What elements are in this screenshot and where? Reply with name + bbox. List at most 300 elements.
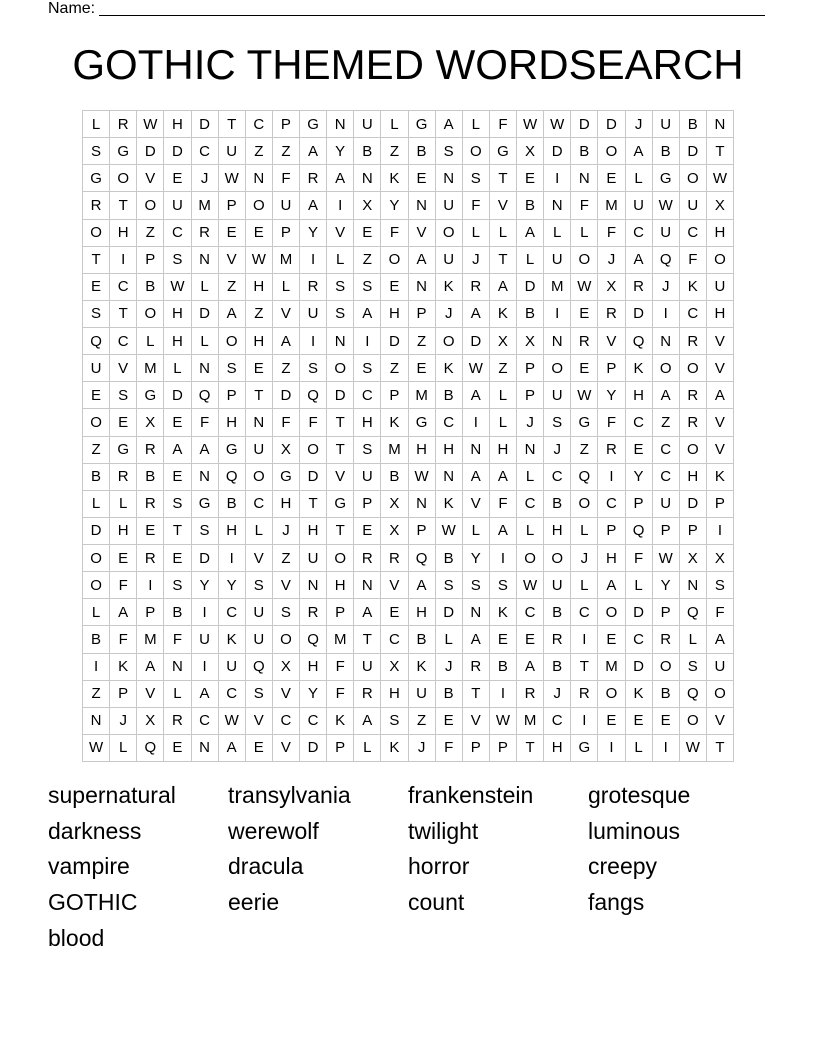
grid-cell[interactable]: Y (598, 382, 625, 409)
grid-cell[interactable]: U (246, 599, 273, 626)
grid-cell[interactable]: D (436, 599, 463, 626)
grid-cell[interactable]: G (327, 491, 354, 518)
grid-cell[interactable]: K (707, 464, 734, 491)
grid-cell[interactable]: Q (653, 247, 680, 274)
grid-cell[interactable]: Q (626, 328, 653, 355)
grid-cell[interactable]: Q (246, 654, 273, 681)
grid-cell[interactable]: L (490, 409, 517, 436)
grid-cell[interactable]: D (626, 301, 653, 328)
grid-cell[interactable]: E (110, 409, 137, 436)
grid-cell[interactable]: C (246, 491, 273, 518)
grid-cell[interactable]: V (463, 708, 490, 735)
grid-cell[interactable]: P (327, 599, 354, 626)
grid-cell[interactable]: Z (490, 355, 517, 382)
grid-cell[interactable]: H (381, 301, 408, 328)
grid-cell[interactable]: H (626, 382, 653, 409)
grid-cell[interactable]: M (598, 192, 625, 219)
grid-cell[interactable]: N (246, 409, 273, 436)
grid-cell[interactable]: A (463, 301, 490, 328)
grid-cell[interactable]: H (409, 437, 436, 464)
grid-cell[interactable]: E (110, 545, 137, 572)
grid-cell[interactable]: Y (653, 572, 680, 599)
grid-cell[interactable]: U (436, 247, 463, 274)
grid-cell[interactable]: T (517, 735, 544, 762)
grid-cell[interactable]: T (110, 301, 137, 328)
grid-cell[interactable]: V (381, 572, 408, 599)
grid-cell[interactable]: O (544, 355, 571, 382)
grid-cell[interactable]: W (571, 274, 598, 301)
grid-cell[interactable]: M (192, 192, 219, 219)
grid-cell[interactable]: R (517, 681, 544, 708)
grid-cell[interactable]: J (598, 247, 625, 274)
grid-cell[interactable]: C (544, 708, 571, 735)
grid-cell[interactable]: U (544, 382, 571, 409)
grid-cell[interactable]: A (327, 165, 354, 192)
grid-cell[interactable]: O (110, 165, 137, 192)
grid-cell[interactable]: N (164, 654, 191, 681)
grid-cell[interactable]: L (110, 491, 137, 518)
grid-cell[interactable]: S (164, 247, 191, 274)
grid-cell[interactable]: D (517, 274, 544, 301)
grid-cell[interactable]: U (653, 220, 680, 247)
grid-cell[interactable]: E (246, 355, 273, 382)
grid-cell[interactable]: M (327, 626, 354, 653)
grid-cell[interactable]: Q (409, 545, 436, 572)
grid-cell[interactable]: J (571, 545, 598, 572)
grid-cell[interactable]: V (598, 328, 625, 355)
grid-cell[interactable]: A (517, 654, 544, 681)
grid-cell[interactable]: N (707, 111, 734, 138)
grid-cell[interactable]: S (327, 301, 354, 328)
grid-cell[interactable]: L (354, 735, 381, 762)
grid-cell[interactable]: E (517, 626, 544, 653)
grid-cell[interactable]: E (598, 165, 625, 192)
grid-cell[interactable]: K (436, 274, 463, 301)
grid-cell[interactable]: K (490, 599, 517, 626)
grid-cell[interactable]: S (354, 355, 381, 382)
grid-cell[interactable]: D (83, 518, 110, 545)
grid-cell[interactable]: C (164, 220, 191, 247)
grid-cell[interactable]: Q (83, 328, 110, 355)
grid-cell[interactable]: V (219, 247, 246, 274)
grid-cell[interactable]: W (544, 111, 571, 138)
grid-cell[interactable]: K (436, 491, 463, 518)
grid-cell[interactable]: B (219, 491, 246, 518)
grid-cell[interactable]: C (273, 708, 300, 735)
grid-cell[interactable]: E (246, 220, 273, 247)
grid-cell[interactable]: A (653, 382, 680, 409)
grid-cell[interactable]: V (273, 572, 300, 599)
grid-cell[interactable]: A (517, 220, 544, 247)
grid-cell[interactable]: P (137, 599, 164, 626)
grid-cell[interactable]: L (626, 165, 653, 192)
grid-cell[interactable]: N (246, 165, 273, 192)
grid-cell[interactable]: H (219, 518, 246, 545)
grid-cell[interactable]: X (598, 274, 625, 301)
grid-cell[interactable]: F (490, 111, 517, 138)
grid-cell[interactable]: G (137, 382, 164, 409)
grid-cell[interactable]: R (83, 192, 110, 219)
grid-cell[interactable]: N (680, 572, 707, 599)
grid-cell[interactable]: E (164, 545, 191, 572)
grid-cell[interactable]: J (626, 111, 653, 138)
grid-cell[interactable]: L (626, 572, 653, 599)
grid-cell[interactable]: E (436, 708, 463, 735)
grid-cell[interactable]: I (571, 626, 598, 653)
grid-cell[interactable]: U (164, 192, 191, 219)
grid-cell[interactable]: P (517, 355, 544, 382)
grid-cell[interactable]: O (680, 708, 707, 735)
grid-cell[interactable]: S (246, 572, 273, 599)
grid-cell[interactable]: Q (680, 599, 707, 626)
grid-cell[interactable]: H (327, 572, 354, 599)
grid-cell[interactable]: A (110, 599, 137, 626)
grid-cell[interactable]: Z (381, 355, 408, 382)
grid-cell[interactable]: C (571, 599, 598, 626)
grid-cell[interactable]: L (83, 599, 110, 626)
grid-cell[interactable]: F (273, 165, 300, 192)
grid-cell[interactable]: J (273, 518, 300, 545)
grid-cell[interactable]: R (110, 464, 137, 491)
grid-cell[interactable]: M (517, 708, 544, 735)
grid-cell[interactable]: G (409, 409, 436, 436)
grid-cell[interactable]: L (327, 247, 354, 274)
grid-cell[interactable]: M (544, 274, 571, 301)
grid-cell[interactable]: P (707, 491, 734, 518)
grid-cell[interactable]: L (517, 518, 544, 545)
grid-cell[interactable]: R (110, 111, 137, 138)
grid-cell[interactable]: J (544, 681, 571, 708)
grid-cell[interactable]: O (463, 138, 490, 165)
grid-cell[interactable]: U (436, 192, 463, 219)
grid-cell[interactable]: B (653, 138, 680, 165)
grid-cell[interactable]: S (273, 599, 300, 626)
grid-cell[interactable]: S (544, 409, 571, 436)
grid-cell[interactable]: S (354, 274, 381, 301)
grid-cell[interactable]: R (300, 599, 327, 626)
grid-cell[interactable]: R (680, 382, 707, 409)
grid-cell[interactable]: F (598, 220, 625, 247)
grid-cell[interactable]: C (680, 301, 707, 328)
grid-cell[interactable]: F (436, 735, 463, 762)
grid-cell[interactable]: E (409, 165, 436, 192)
grid-cell[interactable]: E (137, 518, 164, 545)
grid-cell[interactable]: W (490, 708, 517, 735)
grid-cell[interactable]: O (544, 545, 571, 572)
grid-cell[interactable]: U (653, 111, 680, 138)
grid-cell[interactable]: R (300, 165, 327, 192)
grid-cell[interactable]: O (219, 328, 246, 355)
grid-cell[interactable]: G (409, 111, 436, 138)
grid-cell[interactable]: A (354, 599, 381, 626)
grid-cell[interactable]: F (598, 409, 625, 436)
grid-cell[interactable]: C (110, 274, 137, 301)
grid-cell[interactable]: W (409, 464, 436, 491)
grid-cell[interactable]: E (164, 464, 191, 491)
grid-cell[interactable]: R (137, 437, 164, 464)
grid-cell[interactable]: D (571, 111, 598, 138)
grid-cell[interactable]: E (490, 626, 517, 653)
grid-cell[interactable]: I (192, 654, 219, 681)
grid-cell[interactable]: H (409, 599, 436, 626)
grid-cell[interactable]: H (110, 518, 137, 545)
grid-cell[interactable]: W (83, 735, 110, 762)
grid-cell[interactable]: O (273, 626, 300, 653)
grid-cell[interactable]: E (83, 274, 110, 301)
grid-cell[interactable]: B (544, 654, 571, 681)
grid-cell[interactable]: C (598, 491, 625, 518)
grid-cell[interactable]: E (246, 735, 273, 762)
grid-cell[interactable]: K (626, 355, 653, 382)
grid-cell[interactable]: M (273, 247, 300, 274)
grid-cell[interactable]: X (273, 654, 300, 681)
grid-cell[interactable]: J (192, 165, 219, 192)
grid-cell[interactable]: Y (626, 464, 653, 491)
grid-cell[interactable]: N (544, 328, 571, 355)
grid-cell[interactable]: U (354, 111, 381, 138)
grid-cell[interactable]: K (381, 165, 408, 192)
grid-cell[interactable]: U (544, 572, 571, 599)
grid-cell[interactable]: I (300, 328, 327, 355)
grid-cell[interactable]: O (137, 192, 164, 219)
grid-cell[interactable]: D (381, 328, 408, 355)
grid-cell[interactable]: L (463, 111, 490, 138)
grid-cell[interactable]: H (381, 681, 408, 708)
grid-cell[interactable]: W (463, 355, 490, 382)
grid-cell[interactable]: D (137, 138, 164, 165)
grid-cell[interactable]: Z (246, 138, 273, 165)
grid-cell[interactable]: L (246, 518, 273, 545)
grid-cell[interactable]: Q (219, 464, 246, 491)
grid-cell[interactable]: T (571, 654, 598, 681)
grid-cell[interactable]: J (517, 409, 544, 436)
grid-cell[interactable]: C (517, 599, 544, 626)
grid-cell[interactable]: O (598, 138, 625, 165)
grid-cell[interactable]: A (354, 708, 381, 735)
grid-cell[interactable]: X (707, 192, 734, 219)
grid-cell[interactable]: B (544, 599, 571, 626)
grid-cell[interactable]: V (409, 220, 436, 247)
grid-cell[interactable]: O (246, 464, 273, 491)
grid-cell[interactable]: B (381, 464, 408, 491)
grid-cell[interactable]: B (490, 654, 517, 681)
grid-cell[interactable]: V (137, 681, 164, 708)
grid-cell[interactable]: O (680, 437, 707, 464)
grid-cell[interactable]: P (409, 518, 436, 545)
grid-cell[interactable]: T (219, 111, 246, 138)
grid-cell[interactable]: U (219, 654, 246, 681)
grid-cell[interactable]: B (83, 464, 110, 491)
grid-cell[interactable]: L (626, 735, 653, 762)
grid-cell[interactable]: P (463, 735, 490, 762)
grid-cell[interactable]: Q (626, 518, 653, 545)
grid-cell[interactable]: P (273, 111, 300, 138)
grid-cell[interactable]: R (300, 274, 327, 301)
grid-cell[interactable]: X (517, 138, 544, 165)
grid-cell[interactable]: L (192, 274, 219, 301)
grid-cell[interactable]: P (354, 491, 381, 518)
grid-cell[interactable]: U (246, 626, 273, 653)
grid-cell[interactable]: G (110, 138, 137, 165)
grid-cell[interactable]: C (626, 220, 653, 247)
grid-cell[interactable]: B (571, 138, 598, 165)
grid-cell[interactable]: L (164, 355, 191, 382)
grid-cell[interactable]: H (544, 518, 571, 545)
grid-cell[interactable]: X (137, 708, 164, 735)
grid-cell[interactable]: B (137, 464, 164, 491)
grid-cell[interactable]: K (626, 681, 653, 708)
grid-cell[interactable]: O (83, 409, 110, 436)
grid-cell[interactable]: V (273, 301, 300, 328)
grid-cell[interactable]: I (490, 545, 517, 572)
grid-cell[interactable]: P (409, 301, 436, 328)
grid-cell[interactable]: Q (300, 626, 327, 653)
grid-cell[interactable]: D (463, 328, 490, 355)
grid-cell[interactable]: N (436, 464, 463, 491)
grid-cell[interactable]: S (219, 355, 246, 382)
grid-cell[interactable]: A (273, 328, 300, 355)
grid-cell[interactable]: G (653, 165, 680, 192)
grid-cell[interactable]: L (273, 274, 300, 301)
grid-cell[interactable]: W (436, 518, 463, 545)
grid-cell[interactable]: R (463, 274, 490, 301)
grid-cell[interactable]: D (192, 301, 219, 328)
grid-cell[interactable]: C (354, 382, 381, 409)
grid-cell[interactable]: G (219, 437, 246, 464)
grid-cell[interactable]: L (544, 220, 571, 247)
grid-cell[interactable]: N (327, 111, 354, 138)
grid-cell[interactable]: N (463, 599, 490, 626)
grid-cell[interactable]: V (246, 545, 273, 572)
grid-cell[interactable]: P (598, 518, 625, 545)
grid-cell[interactable]: C (300, 708, 327, 735)
grid-cell[interactable]: D (192, 111, 219, 138)
grid-cell[interactable]: H (110, 220, 137, 247)
grid-cell[interactable]: L (571, 572, 598, 599)
grid-cell[interactable]: J (436, 301, 463, 328)
grid-cell[interactable]: U (246, 437, 273, 464)
grid-cell[interactable]: A (409, 247, 436, 274)
grid-cell[interactable]: A (707, 382, 734, 409)
grid-cell[interactable]: S (463, 165, 490, 192)
grid-cell[interactable]: C (626, 626, 653, 653)
grid-cell[interactable]: Z (137, 220, 164, 247)
grid-cell[interactable]: O (327, 355, 354, 382)
name-underline[interactable] (99, 0, 765, 16)
grid-cell[interactable]: G (490, 138, 517, 165)
grid-cell[interactable]: L (110, 735, 137, 762)
grid-cell[interactable]: I (544, 301, 571, 328)
grid-cell[interactable]: S (436, 138, 463, 165)
grid-cell[interactable]: E (354, 518, 381, 545)
grid-cell[interactable]: U (300, 545, 327, 572)
grid-cell[interactable]: P (219, 382, 246, 409)
grid-cell[interactable]: A (300, 138, 327, 165)
grid-cell[interactable]: N (354, 165, 381, 192)
grid-cell[interactable]: T (490, 165, 517, 192)
grid-cell[interactable]: H (436, 437, 463, 464)
grid-cell[interactable]: O (598, 599, 625, 626)
grid-cell[interactable]: B (164, 599, 191, 626)
grid-cell[interactable]: R (598, 301, 625, 328)
grid-cell[interactable]: E (409, 355, 436, 382)
grid-cell[interactable]: G (83, 165, 110, 192)
grid-cell[interactable]: L (680, 626, 707, 653)
grid-cell[interactable]: T (490, 247, 517, 274)
grid-cell[interactable]: N (544, 192, 571, 219)
grid-cell[interactable]: N (192, 247, 219, 274)
grid-cell[interactable]: H (273, 491, 300, 518)
grid-cell[interactable]: J (409, 735, 436, 762)
grid-cell[interactable]: H (246, 274, 273, 301)
grid-cell[interactable]: N (300, 572, 327, 599)
grid-cell[interactable]: F (110, 626, 137, 653)
grid-cell[interactable]: A (626, 138, 653, 165)
grid-cell[interactable]: I (219, 545, 246, 572)
grid-cell[interactable]: B (544, 491, 571, 518)
grid-cell[interactable]: I (544, 165, 571, 192)
grid-cell[interactable]: L (490, 220, 517, 247)
grid-cell[interactable]: Y (300, 681, 327, 708)
grid-cell[interactable]: J (463, 247, 490, 274)
grid-cell[interactable]: Z (653, 409, 680, 436)
grid-cell[interactable]: W (571, 382, 598, 409)
grid-cell[interactable]: X (137, 409, 164, 436)
grid-cell[interactable]: W (653, 545, 680, 572)
grid-cell[interactable]: P (517, 382, 544, 409)
grid-cell[interactable]: T (463, 681, 490, 708)
grid-cell[interactable]: A (192, 681, 219, 708)
grid-cell[interactable]: E (571, 301, 598, 328)
grid-cell[interactable]: C (653, 437, 680, 464)
grid-cell[interactable]: V (490, 192, 517, 219)
grid-cell[interactable]: G (300, 111, 327, 138)
grid-cell[interactable]: N (517, 437, 544, 464)
grid-cell[interactable]: Z (273, 138, 300, 165)
grid-cell[interactable]: R (354, 545, 381, 572)
grid-cell[interactable]: P (110, 681, 137, 708)
grid-cell[interactable]: I (137, 572, 164, 599)
grid-cell[interactable]: F (571, 192, 598, 219)
grid-cell[interactable]: C (246, 111, 273, 138)
grid-cell[interactable]: E (626, 708, 653, 735)
grid-cell[interactable]: R (680, 328, 707, 355)
grid-cell[interactable]: V (137, 165, 164, 192)
grid-cell[interactable]: X (381, 491, 408, 518)
grid-cell[interactable]: G (571, 735, 598, 762)
grid-cell[interactable]: P (273, 220, 300, 247)
grid-cell[interactable]: S (680, 654, 707, 681)
grid-cell[interactable]: S (110, 382, 137, 409)
grid-cell[interactable]: K (409, 654, 436, 681)
grid-cell[interactable]: C (192, 708, 219, 735)
grid-cell[interactable]: V (246, 708, 273, 735)
grid-cell[interactable]: N (327, 328, 354, 355)
grid-cell[interactable]: E (517, 165, 544, 192)
grid-cell[interactable]: T (327, 518, 354, 545)
grid-cell[interactable]: C (626, 409, 653, 436)
grid-cell[interactable]: X (680, 545, 707, 572)
grid-cell[interactable]: U (300, 301, 327, 328)
grid-cell[interactable]: R (137, 491, 164, 518)
grid-cell[interactable]: V (273, 681, 300, 708)
grid-cell[interactable]: L (436, 626, 463, 653)
grid-cell[interactable]: T (707, 138, 734, 165)
grid-cell[interactable]: B (517, 301, 544, 328)
grid-cell[interactable]: Z (273, 355, 300, 382)
grid-cell[interactable]: X (381, 654, 408, 681)
grid-cell[interactable]: C (544, 464, 571, 491)
